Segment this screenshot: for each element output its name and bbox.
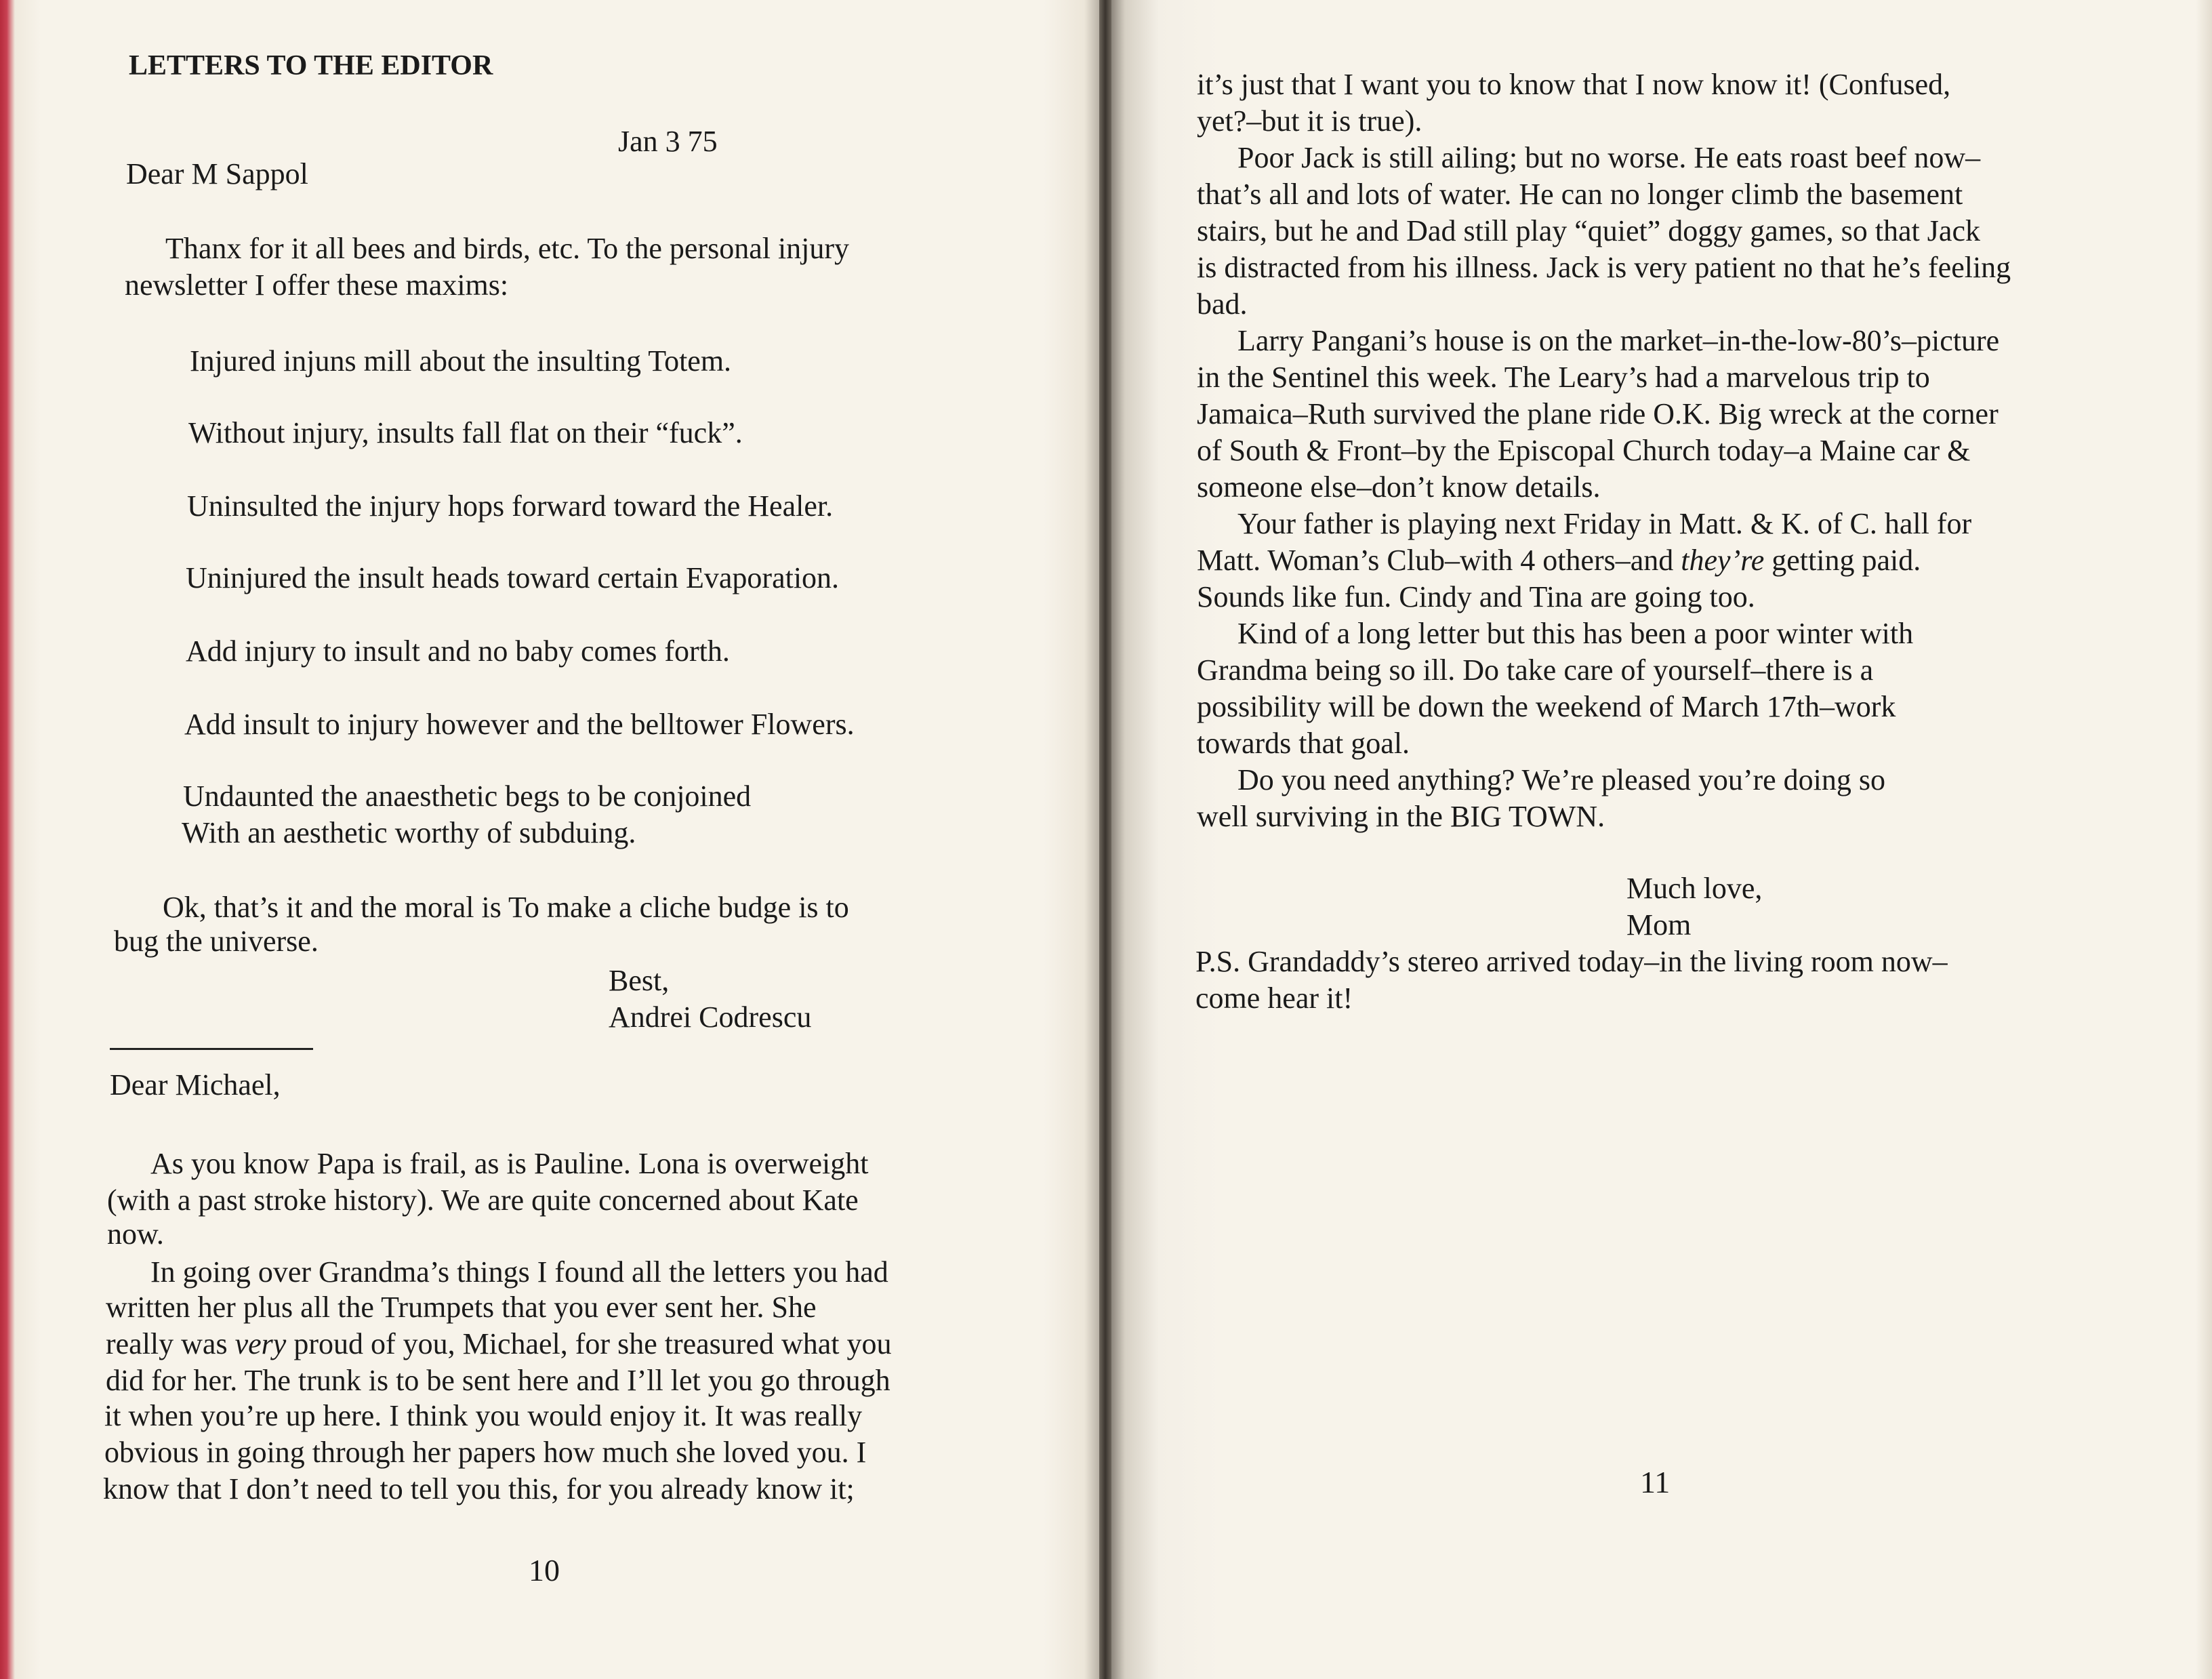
right-page: [1111, 0, 2212, 1679]
letter2-line-rest: proud of you, Michael, for she treasured what you: [293, 1327, 892, 1360]
letter1-intro-line: newsletter I offer these maxims:: [125, 268, 509, 302]
letter2-salutation: Dear Michael,: [110, 1068, 281, 1101]
letter2-line: obvious in going through her papers how much she loved you. I: [104, 1436, 867, 1469]
postscript-line: come hear it!: [1195, 982, 1353, 1015]
letter2-line-prefix: Matt. Woman’s Club–with 4 others–and: [1197, 544, 1681, 577]
letter2-continued-line: of South & Front–by the Episcopal Church today–a Maine car &: [1197, 434, 1971, 467]
page-number-left: 10: [529, 1553, 560, 1587]
letter2-line: know that I don’t need to tell you this, for you already know it;: [103, 1472, 855, 1505]
letter2-line: did for her. The trunk is to be sent here and I’ll let you go through: [106, 1364, 890, 1397]
letter2-line: (with a past stroke history). We are quite concerned about Kate: [107, 1184, 859, 1217]
letter2-signature: Mom: [1626, 908, 1692, 942]
letter2-continued-line: it’s just that I want you to know that I now know it! (Confused,: [1197, 68, 1951, 101]
letter2-line: In going over Grandma’s things I found all the letters you had: [150, 1255, 888, 1289]
letter2-line-prefix: really was: [106, 1327, 235, 1360]
maxim: Without injury, insults fall flat on their “fuck”.: [188, 416, 743, 449]
letter2-line-rest: getting paid.: [1771, 544, 1921, 577]
letter2-continued-line: well surviving in the BIG TOWN.: [1197, 800, 1605, 833]
letter2-continued-line: Grandma being so ill. Do take care of yourself–there is a: [1197, 653, 1874, 687]
letter1-moral-line: Ok, that’s it and the moral is To make a cliche budge is to: [163, 891, 849, 924]
letter1-salutation: Dear M Sappol: [126, 157, 308, 190]
postscript-line: P.S. Grandaddy’s stereo arrived today–in the living room now–: [1195, 945, 1948, 978]
letter2-continued-line: towards that goal.: [1197, 727, 1410, 760]
page-number-right: 11: [1640, 1465, 1671, 1499]
letter2-continued-line: in the Sentinel this week. The Leary’s had a marvelous trip to: [1197, 361, 1930, 394]
maxim: Uninsulted the injury hops forward toward the Healer.: [187, 489, 834, 523]
letter2-continued-line: someone else–don’t know details.: [1197, 470, 1601, 504]
letter1-date: Jan 3 75: [618, 125, 718, 158]
left-page: [0, 0, 1099, 1679]
letter2-continued-line: that’s all and lots of water. He can no longer climb the basement: [1197, 178, 1963, 211]
letter2-line: it when you’re up here. I think you would enjoy it. It was really: [104, 1399, 863, 1432]
letter2-line: As you know Papa is frail, as is Pauline. Lona is overweight: [150, 1147, 869, 1180]
letter2-closing: Much love,: [1626, 872, 1763, 905]
letter1-intro-line: Thanx for it all bees and birds, etc. To the personal injury: [165, 232, 850, 265]
maxim: Add injury to insult and no baby comes forth.: [186, 634, 730, 668]
maxim: Undaunted the anaesthetic begs to be conjoined: [183, 780, 752, 813]
letter2-line: written her plus all the Trumpets that you ever sent her. She: [106, 1291, 817, 1324]
maxim: Add insult to injury however and the belltower Flowers.: [184, 708, 855, 741]
letter2-continued-line: bad.: [1197, 287, 1248, 321]
separator-rule: [110, 1048, 313, 1050]
letter2-continued-line: stairs, but he and Dad still play “quiet” doggy games, so that Jack: [1197, 214, 1980, 247]
letter2-line-emphasis: they’re: [1681, 544, 1765, 577]
letter1-moral-line: bug the universe.: [114, 925, 319, 958]
letter2-continued-line: Kind of a long letter but this has been a poor winter with: [1237, 617, 1914, 650]
maxim: With an aesthetic worthy of subduing.: [182, 816, 636, 849]
book-gutter: [1099, 0, 1111, 1679]
letter2-continued-line: Poor Jack is still ailing; but no worse. He eats roast beef now–: [1237, 141, 1981, 174]
letter1-signature: Andrei Codrescu: [609, 1000, 812, 1034]
letter2-continued-line: yet?–but it is true).: [1197, 104, 1422, 138]
letter1-closing: Best,: [609, 964, 670, 997]
letter2-continued-line: Sounds like fun. Cindy and Tina are going too.: [1197, 580, 1755, 613]
letter2-continued-line: possibility will be down the weekend of March 17th–work: [1197, 690, 1896, 723]
letter2-continued-line: is distracted from his illness. Jack is very patient no that he’s feeling: [1197, 251, 2011, 284]
letter2-continued-line: Jamaica–Ruth survived the plane ride O.K. Big wreck at the corner: [1197, 397, 1999, 430]
letter2-continued-line: Your father is playing next Friday in Matt. & K. of C. hall for: [1237, 507, 1972, 540]
letter2-line-emphasis: very: [234, 1327, 287, 1360]
letter2-continued-line: Larry Pangani’s house is on the market–in-the-low-80’s–picture: [1237, 324, 2000, 357]
letter2-line: [106, 1326, 892, 1362]
letter2-continued-line: Do you need anything? We’re pleased you’re doing so: [1237, 763, 1886, 796]
letter2-continued-line: [1197, 542, 1921, 579]
maxim: Uninjured the insult heads toward certain Evaporation.: [186, 561, 840, 594]
section-header: LETTERS TO THE EDITOR: [129, 50, 493, 81]
maxim: Injured injuns mill about the insulting Totem.: [190, 344, 732, 378]
letter2-line: now.: [107, 1217, 164, 1251]
